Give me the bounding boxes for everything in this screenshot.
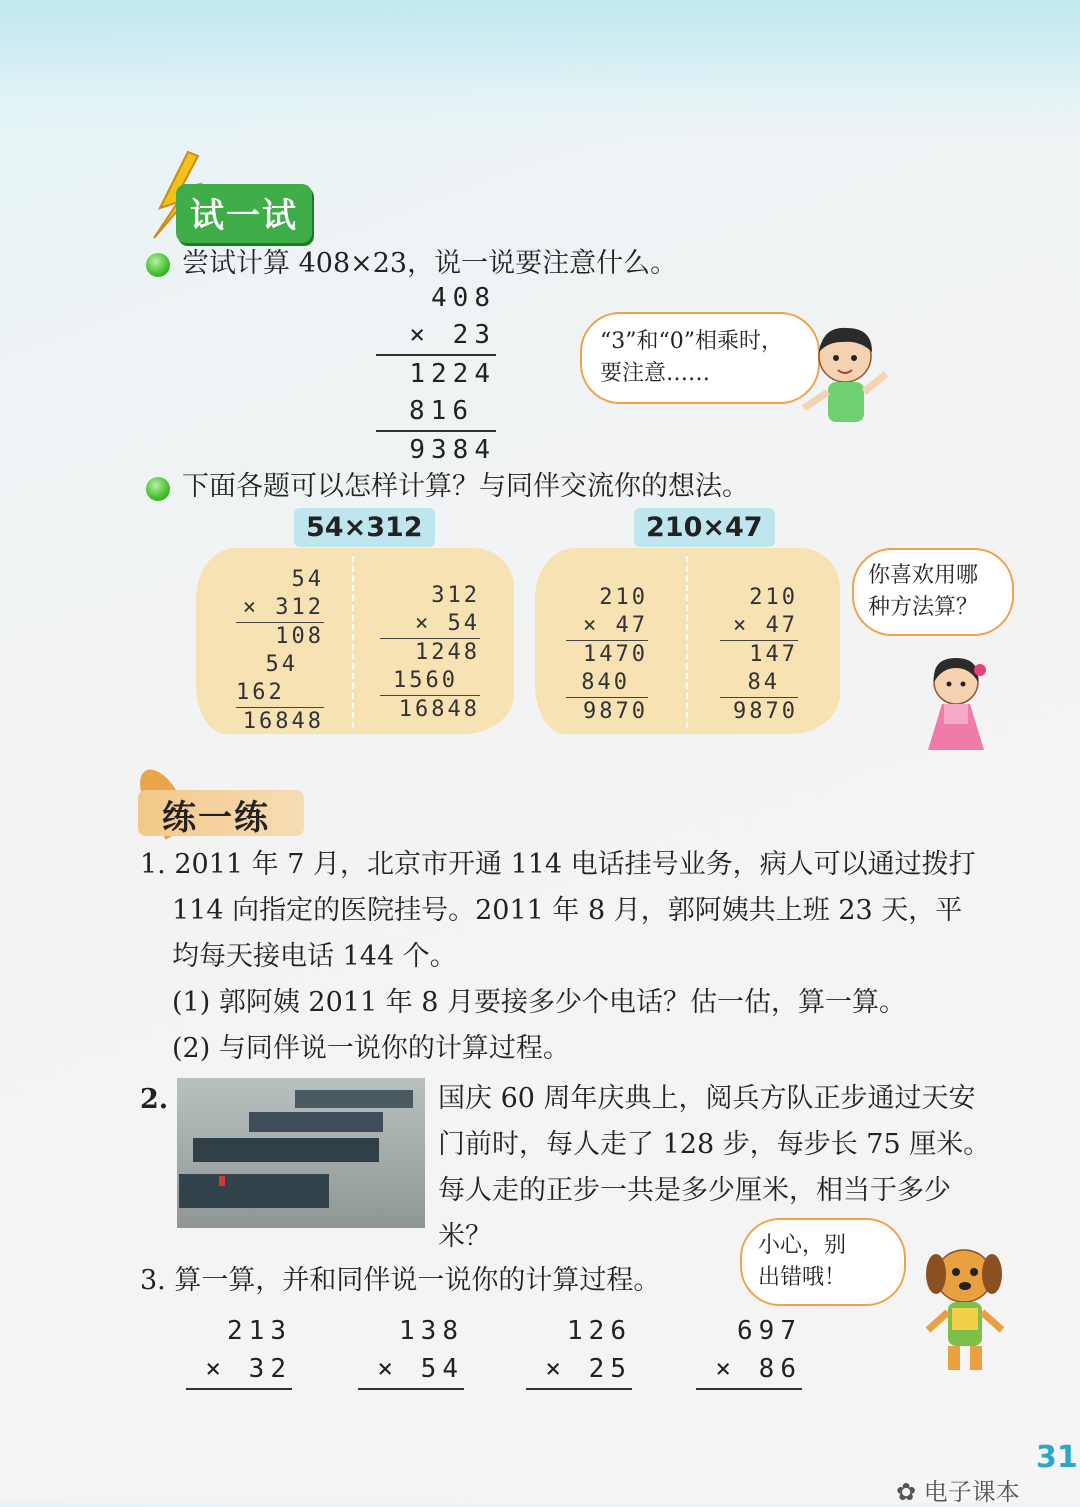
chat-icon: ✿ xyxy=(896,1478,917,1506)
try-it-banner: 试一试 xyxy=(176,184,312,243)
answer-line xyxy=(526,1388,632,1390)
method-line: × 47 xyxy=(583,613,648,638)
speech-line: “3”和“0”相乘时， xyxy=(600,329,783,354)
problem-3: 3. 算一算，并和同伴说一说你的计算过程。 xyxy=(140,1265,661,1296)
problem-2-line: 米？ xyxy=(438,1221,492,1252)
top-decor-band xyxy=(0,0,1080,140)
problem-3-item xyxy=(526,1312,632,1390)
method-b1 xyxy=(566,584,648,726)
method-line: 108 xyxy=(275,624,324,649)
method-line: 1470 xyxy=(583,642,648,667)
panel-divider xyxy=(686,556,688,728)
calc-line: × 23 xyxy=(409,320,496,350)
method-line: 210 xyxy=(749,585,798,610)
method-line: × 312 xyxy=(242,595,324,620)
multiplicand: 138 xyxy=(399,1316,464,1346)
multiplicand: 213 xyxy=(227,1316,292,1346)
method-line: 840 xyxy=(581,670,630,695)
method-line: 1248 xyxy=(415,640,480,665)
expression-label-b: 210×47 xyxy=(634,508,775,547)
method-line: 162 xyxy=(236,680,285,705)
problem-2-number: 2. xyxy=(140,1084,169,1115)
speech-line: 你喜欢用哪 xyxy=(868,563,979,588)
girl-illustration xyxy=(918,652,998,758)
vertical-calculation xyxy=(376,280,496,469)
speech-line: 种方法算？ xyxy=(868,595,979,620)
problem-1-sub-2: (2) 与同伴说一说你的计算过程。 xyxy=(172,1033,570,1064)
problem-3-item xyxy=(358,1312,464,1390)
method-line: 84 xyxy=(747,670,780,695)
problem-3-item xyxy=(186,1312,292,1390)
problem-3-item xyxy=(696,1312,802,1390)
method-line: 54 xyxy=(291,567,324,592)
method-line: 147 xyxy=(749,642,798,667)
method-line: 210 xyxy=(599,585,648,610)
problem-1-line: 1. 2011 年 7 月，北京市开通 114 电话挂号业务，病人可以通过拨打 xyxy=(140,849,976,880)
calc-line: 9384 xyxy=(409,435,496,465)
problem-2-line: 门前时，每人走了 128 步，每步长 75 厘米。 xyxy=(438,1129,991,1160)
multiplier: × 86 xyxy=(715,1354,802,1384)
boy-speech-bubble xyxy=(580,312,820,404)
speech-line: 要注意…… xyxy=(600,361,711,386)
multiplier: × 32 xyxy=(205,1354,292,1384)
multiplier: × 54 xyxy=(377,1354,464,1384)
watermark xyxy=(896,1472,1020,1507)
problem-2-line: 每人走的正步一共是多少厘米，相当于多少 xyxy=(438,1175,951,1206)
panel-divider xyxy=(352,556,354,728)
calc-line: 816 xyxy=(409,396,474,426)
bullet-icon xyxy=(146,253,170,277)
problem-1-sub-1: (1) 郭阿姨 2011 年 8 月要接多少个电话？估一估，算一算。 xyxy=(172,987,907,1018)
problem-1-line: 114 向指定的医院挂号。2011 年 8 月，郭阿姨共上班 23 天，平 xyxy=(172,895,963,926)
method-line: 16848 xyxy=(242,709,324,734)
method-line: 16848 xyxy=(398,697,480,722)
dog-speech-bubble xyxy=(740,1218,906,1306)
method-b2 xyxy=(720,584,798,726)
method-a1 xyxy=(236,566,324,736)
multiplicand: 126 xyxy=(567,1316,632,1346)
speech-line: 出错哦！ xyxy=(758,1265,847,1290)
girl-speech-bubble xyxy=(852,548,1014,636)
watermark-text: 电子课本 xyxy=(923,1478,1020,1506)
parade-photo xyxy=(177,1078,425,1228)
method-line: 9870 xyxy=(583,699,648,724)
method-line: 54 xyxy=(265,652,298,677)
method-line: 1560 xyxy=(393,668,458,693)
speech-line: 小心，别 xyxy=(758,1233,847,1258)
answer-line xyxy=(186,1388,292,1390)
expression-label-a: 54×312 xyxy=(294,508,435,547)
answer-line xyxy=(696,1388,802,1390)
method-a2 xyxy=(380,582,480,724)
method-line: 312 xyxy=(431,583,480,608)
practice-banner: 练一练 xyxy=(162,798,270,838)
bullet-icon xyxy=(146,477,170,501)
method-line: × 54 xyxy=(415,611,480,636)
page-number: 31 xyxy=(1036,1440,1078,1475)
method-line: × 47 xyxy=(733,613,798,638)
dog-illustration xyxy=(920,1238,1008,1378)
boy-illustration xyxy=(790,318,900,428)
method-line: 9870 xyxy=(733,699,798,724)
calc-line: 408 xyxy=(431,283,496,313)
problem-1-line: 均每天接电话 144 个。 xyxy=(172,941,457,972)
answer-line xyxy=(358,1388,464,1390)
question-1: 尝试计算 408×23，说一说要注意什么。 xyxy=(182,248,678,279)
multiplier: × 25 xyxy=(545,1354,632,1384)
question-2: 下面各题可以怎样计算？与同伴交流你的想法。 xyxy=(182,471,749,502)
multiplicand: 697 xyxy=(737,1316,802,1346)
problem-2-line: 国庆 60 周年庆典上，阅兵方队正步通过天安 xyxy=(438,1083,976,1114)
calc-line: 1224 xyxy=(409,359,496,389)
